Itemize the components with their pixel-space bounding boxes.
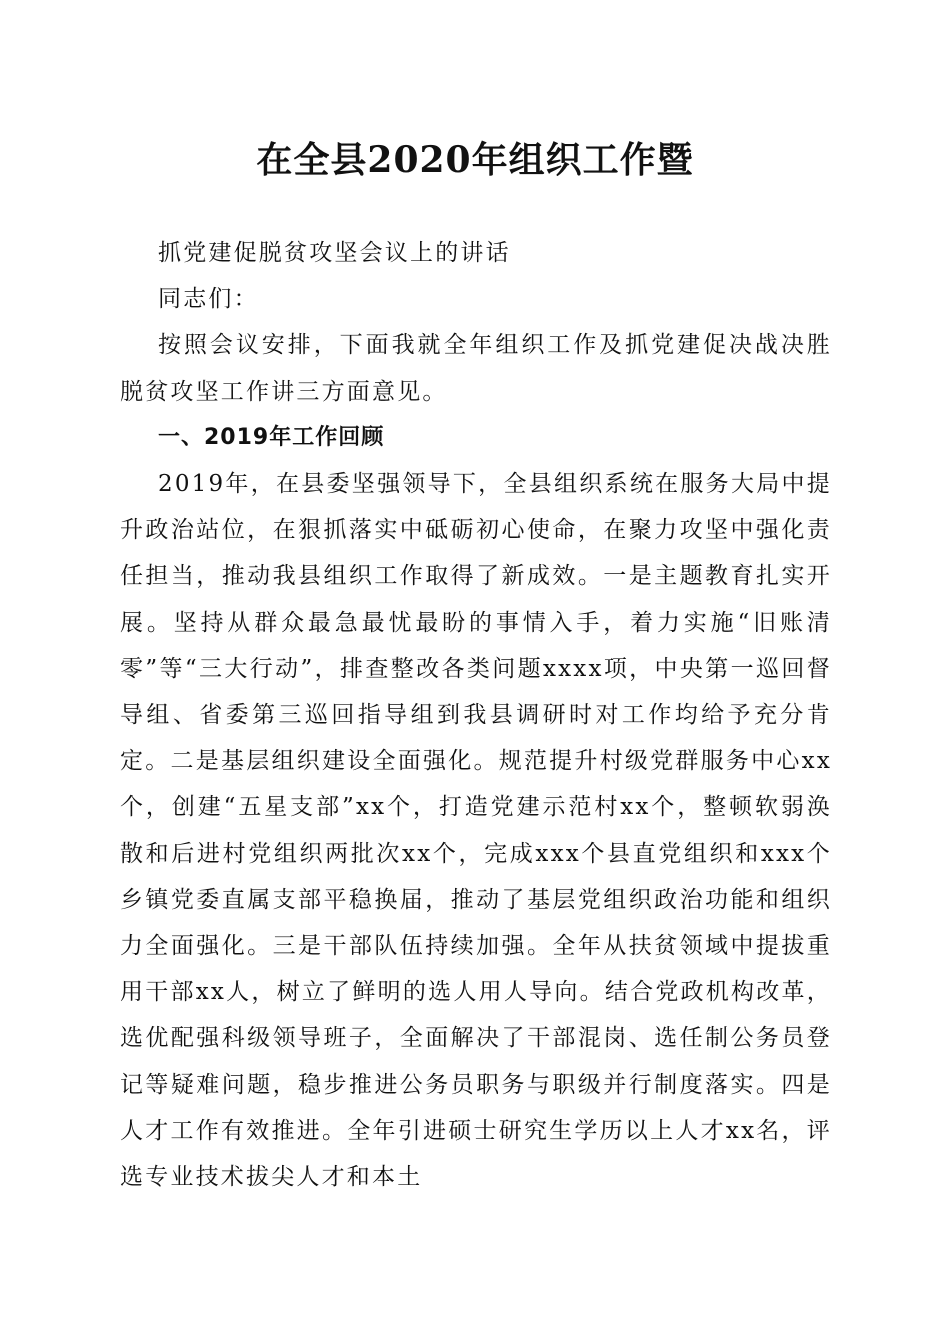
section-heading: 一、2019年工作回顾 [158, 424, 385, 450]
intro-paragraph: 按照会议安排，下面我就全年组织工作及抓党建促决战决胜脱贫攻坚工作讲三方面意见。 [120, 332, 832, 405]
body-paragraph: 2019年，在县委坚强领导下，全县组织系统在服务大局中提升政治站位，在狠抓落实中砥砺初心使命，在聚力攻坚中强化责任担当，推动我县组织工作取得了新成效。一是主题教育扎实开展。坚持从群众最急最忧最盼的事情入手，着力实施“旧账清零”等“三大行动”，排查整改各类问题xxxx项，中央第一巡回督导组、省委第三巡回指导组到我县调研时对工作均给予充分肯定。二是基层组织建设全面强化。规范提升村级党群服务中心xx个，创建“五星支部”xx个，打造党建示范村xx个，整顿软弱涣散和后进村党组织两批次xx个，完成xxx个县直党组织和xxx个乡镇党委直属支部平稳换届，推动了基层党组织政治功能和组织力全面强化。三是干部队伍持续加强。全年从扶贫领域中提拔重用干部xx人，树立了鲜明的选人用人导向。结合党政机构改革，选优配强科级领导班子，全面解决了干部混岗、选任制公务员登记等疑难问题，稳步推进公务员职务与职级并行制度落实。四是人才工作有效推进。全年引进硕士研究生学历以上人才xx名，评选专业技术拔尖人才和本土 [120, 471, 832, 1191]
salutation-paragraph: 同志们： [158, 286, 259, 313]
document-body [120, 230, 832, 1200]
subtitle-paragraph: 抓党建促脱贫攻坚会议上的讲话 [158, 240, 511, 266]
document-title: 在全县2020年组织工作暨 [256, 139, 694, 181]
